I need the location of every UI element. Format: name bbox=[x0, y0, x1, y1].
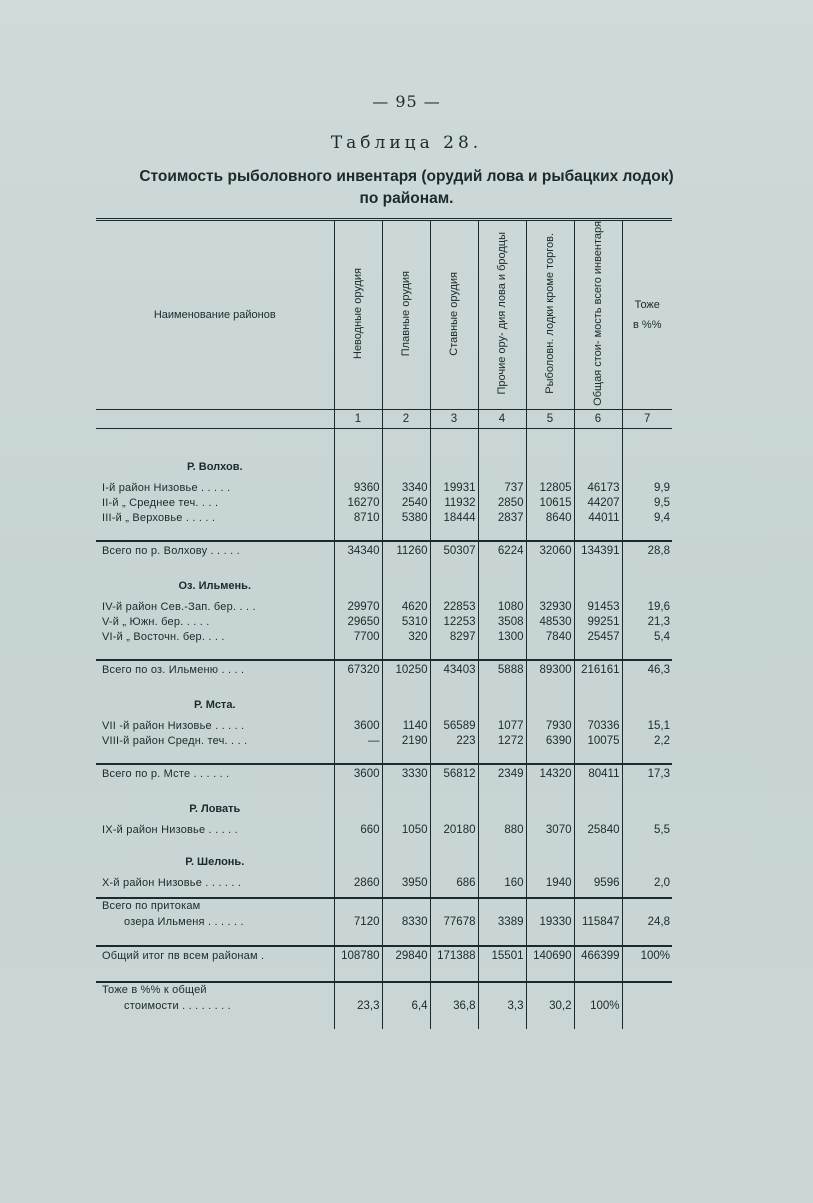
cell: 216161 bbox=[574, 660, 622, 681]
table-row bbox=[96, 511, 672, 526]
cell: 56589 bbox=[430, 719, 478, 734]
cell: 320 bbox=[382, 630, 430, 645]
table-row bbox=[96, 481, 672, 496]
header-col-3: Ставные орудия bbox=[430, 220, 478, 410]
header-col-7: Тоже в %% bbox=[622, 220, 672, 410]
cell: 115847 bbox=[574, 915, 622, 931]
cell: 12253 bbox=[430, 615, 478, 630]
cell: 44207 bbox=[574, 496, 622, 511]
cell: 28,8 bbox=[622, 541, 672, 562]
cell: 171388 bbox=[430, 946, 478, 967]
cell: 9,9 bbox=[622, 481, 672, 496]
table-row bbox=[96, 823, 672, 838]
cell: 3389 bbox=[478, 915, 526, 931]
section-heading bbox=[96, 443, 672, 475]
cell: 50307 bbox=[430, 541, 478, 562]
cell: 7120 bbox=[334, 915, 382, 931]
cell: 223 bbox=[430, 734, 478, 749]
cell: 32060 bbox=[526, 541, 574, 562]
cell: 29650 bbox=[334, 615, 382, 630]
cell: 8640 bbox=[526, 511, 574, 526]
col-number: 7 bbox=[622, 409, 672, 428]
row-name: I-й район Низовье . . . . . bbox=[102, 481, 231, 494]
share-row bbox=[96, 999, 672, 1015]
cell: 140690 bbox=[526, 946, 574, 967]
cell: 2837 bbox=[478, 511, 526, 526]
section-title-volkhov: Р. Волхов. bbox=[186, 460, 243, 473]
cell: 44011 bbox=[574, 511, 622, 526]
cell: 8330 bbox=[382, 915, 430, 931]
cell: 9360 bbox=[334, 481, 382, 496]
cell: 3600 bbox=[334, 764, 382, 785]
cell: 6390 bbox=[526, 734, 574, 749]
header-col-1: Неводные орудия bbox=[334, 220, 382, 410]
table-title bbox=[80, 166, 733, 210]
cell: 56812 bbox=[430, 764, 478, 785]
row-name: Тоже в %% к общей bbox=[96, 982, 334, 999]
cell: 19931 bbox=[430, 481, 478, 496]
row-name: Всего по р. Волхову . . . . . bbox=[96, 541, 334, 562]
cell: 1300 bbox=[478, 630, 526, 645]
cell: 25457 bbox=[574, 630, 622, 645]
cell: 7930 bbox=[526, 719, 574, 734]
cell: 4620 bbox=[382, 600, 430, 615]
cell: 10075 bbox=[574, 734, 622, 749]
cell: 91453 bbox=[574, 600, 622, 615]
col-number: 1 bbox=[334, 409, 382, 428]
cell: 8710 bbox=[334, 511, 382, 526]
table-body bbox=[96, 428, 672, 1029]
row-name: II-й „ Среднее теч. . . . bbox=[102, 496, 219, 509]
row-name: Общий итог пв всем районам . bbox=[96, 946, 334, 967]
cell: 5,5 bbox=[622, 823, 672, 838]
cell: 80411 bbox=[574, 764, 622, 785]
row-name: стоимости . . . . . . . . bbox=[124, 1000, 231, 1013]
row-name: Всего по р. Мсте . . . . . . bbox=[96, 764, 334, 785]
grand-total-row bbox=[96, 946, 672, 967]
cell: 3508 bbox=[478, 615, 526, 630]
cell: 30,2 bbox=[526, 999, 574, 1015]
cell: 29840 bbox=[382, 946, 430, 967]
tributaries-row-top bbox=[96, 898, 672, 915]
cell: 10250 bbox=[382, 660, 430, 681]
cell: 5310 bbox=[382, 615, 430, 630]
cell: 2850 bbox=[478, 496, 526, 511]
cell: 3340 bbox=[382, 481, 430, 496]
cell: 1272 bbox=[478, 734, 526, 749]
cell: 15501 bbox=[478, 946, 526, 967]
section-title-msta: Р. Мста. bbox=[194, 698, 236, 711]
cell: 108780 bbox=[334, 946, 382, 967]
cell: 21,3 bbox=[622, 615, 672, 630]
table-row bbox=[96, 734, 672, 749]
col-number: 5 bbox=[526, 409, 574, 428]
header-col-5: Рыболовн. лодки кроме торгов. bbox=[526, 220, 574, 410]
cell: 160 bbox=[478, 876, 526, 891]
cell: 10615 bbox=[526, 496, 574, 511]
cell: 36,8 bbox=[430, 999, 478, 1015]
cell: 2,0 bbox=[622, 876, 672, 891]
col-number: 2 bbox=[382, 409, 430, 428]
cell: 22853 bbox=[430, 600, 478, 615]
cell: 100% bbox=[622, 946, 672, 967]
cell: 2,2 bbox=[622, 734, 672, 749]
section-title-lovat: Р. Ловать bbox=[189, 802, 241, 815]
cell: 32930 bbox=[526, 600, 574, 615]
cell: — bbox=[334, 734, 382, 749]
share-row-top bbox=[96, 982, 672, 999]
cell: 16270 bbox=[334, 496, 382, 511]
tributaries-row bbox=[96, 915, 672, 931]
cell: 9596 bbox=[574, 876, 622, 891]
cell: 20180 bbox=[430, 823, 478, 838]
table-row bbox=[96, 600, 672, 615]
col-number: 6 bbox=[574, 409, 622, 428]
cell: 2860 bbox=[334, 876, 382, 891]
page-number: — 95 — bbox=[372, 92, 441, 111]
header-row bbox=[96, 220, 672, 410]
col-number: 3 bbox=[430, 409, 478, 428]
table-row bbox=[96, 719, 672, 734]
cell: 11932 bbox=[430, 496, 478, 511]
table-row bbox=[96, 630, 672, 645]
cell: 8297 bbox=[430, 630, 478, 645]
cell: 99251 bbox=[574, 615, 622, 630]
cell: 1080 bbox=[478, 600, 526, 615]
cell: 25840 bbox=[574, 823, 622, 838]
cell: 7700 bbox=[334, 630, 382, 645]
cell: 77678 bbox=[430, 915, 478, 931]
cell: 6,4 bbox=[382, 999, 430, 1015]
cell: 9,4 bbox=[622, 511, 672, 526]
row-name: Всего по притокам bbox=[96, 898, 334, 915]
row-name: X-й район Низовье . . . . . . bbox=[102, 876, 242, 889]
cell: 67320 bbox=[334, 660, 382, 681]
cell: 1050 bbox=[382, 823, 430, 838]
row-name: IX-й район Низовье . . . . . bbox=[102, 823, 238, 836]
section-heading bbox=[96, 562, 672, 594]
row-name: IV-й район Сев.-Зап. бер. . . . bbox=[102, 600, 256, 613]
row-name: III-й „ Верховье . . . . . bbox=[102, 511, 216, 524]
cell: 46,3 bbox=[622, 660, 672, 681]
cell: 3330 bbox=[382, 764, 430, 785]
row-name: VI-й „ Восточн. бер. . . . bbox=[102, 630, 225, 643]
cell: 9,5 bbox=[622, 496, 672, 511]
row-name: VII -й район Низовье . . . . . bbox=[102, 719, 245, 732]
section-heading bbox=[96, 785, 672, 817]
cell: 737 bbox=[478, 481, 526, 496]
cell: 18444 bbox=[430, 511, 478, 526]
table-row bbox=[96, 496, 672, 511]
cell: 15,1 bbox=[622, 719, 672, 734]
cell: 134391 bbox=[574, 541, 622, 562]
cell: 19,6 bbox=[622, 600, 672, 615]
inventory-table bbox=[96, 218, 672, 1029]
cell: 3,3 bbox=[478, 999, 526, 1015]
cell: 24,8 bbox=[622, 915, 672, 931]
total-row bbox=[96, 541, 672, 562]
cell: 43403 bbox=[430, 660, 478, 681]
cell: 19330 bbox=[526, 915, 574, 931]
cell: 2190 bbox=[382, 734, 430, 749]
cell: 5888 bbox=[478, 660, 526, 681]
row-name: Всего по оз. Ильменю . . . . bbox=[96, 660, 334, 681]
cell: 5380 bbox=[382, 511, 430, 526]
cell: 14320 bbox=[526, 764, 574, 785]
cell: 6224 bbox=[478, 541, 526, 562]
table-row bbox=[96, 615, 672, 630]
total-row bbox=[96, 660, 672, 681]
cell: 660 bbox=[334, 823, 382, 838]
cell: 17,3 bbox=[622, 764, 672, 785]
cell: 5,4 bbox=[622, 630, 672, 645]
title-line-1: Стоимость рыболовного инвентаря (орудий лова и рыбацких лодок) bbox=[139, 168, 674, 185]
title-line-2: по районам. bbox=[359, 190, 454, 207]
cell: 3950 bbox=[382, 876, 430, 891]
cell: 686 bbox=[430, 876, 478, 891]
header-col-6: Общая стои- мость всего инвентаря bbox=[574, 220, 622, 410]
cell: 2540 bbox=[382, 496, 430, 511]
row-name: V-й „ Южн. бер. . . . . bbox=[102, 615, 210, 628]
section-title-shelon: Р. Шелонь. bbox=[185, 855, 245, 868]
table-label: Таблица 28. bbox=[330, 133, 483, 153]
cell: 89300 bbox=[526, 660, 574, 681]
cell: 7840 bbox=[526, 630, 574, 645]
column-number-row bbox=[96, 409, 672, 428]
cell: 48530 bbox=[526, 615, 574, 630]
cell: 70336 bbox=[574, 719, 622, 734]
cell: 3600 bbox=[334, 719, 382, 734]
cell: 1940 bbox=[526, 876, 574, 891]
header-col-4: Прочие ору- дия лова и бродцы bbox=[478, 220, 526, 410]
header-col-2: Плавные орудия bbox=[382, 220, 430, 410]
cell: 466399 bbox=[574, 946, 622, 967]
total-row bbox=[96, 764, 672, 785]
cell bbox=[622, 999, 672, 1015]
cell: 1077 bbox=[478, 719, 526, 734]
row-name: озера Ильменя . . . . . . bbox=[124, 916, 244, 929]
cell: 1140 bbox=[382, 719, 430, 734]
cell: 29970 bbox=[334, 600, 382, 615]
section-heading bbox=[96, 681, 672, 713]
cell: 46173 bbox=[574, 481, 622, 496]
cell: 11260 bbox=[382, 541, 430, 562]
col-number: 4 bbox=[478, 409, 526, 428]
cell: 12805 bbox=[526, 481, 574, 496]
cell: 34340 bbox=[334, 541, 382, 562]
table-row bbox=[96, 876, 672, 891]
header-name: Наименование районов bbox=[96, 220, 334, 410]
section-title-ilmen: Оз. Ильмень. bbox=[178, 579, 251, 592]
row-name: VIII-й район Средн. теч. . . . bbox=[102, 734, 248, 747]
section-heading bbox=[96, 838, 672, 870]
cell: 2349 bbox=[478, 764, 526, 785]
cell: 3070 bbox=[526, 823, 574, 838]
cell: 23,3 bbox=[334, 999, 382, 1015]
cell: 100% bbox=[574, 999, 622, 1015]
cell: 880 bbox=[478, 823, 526, 838]
